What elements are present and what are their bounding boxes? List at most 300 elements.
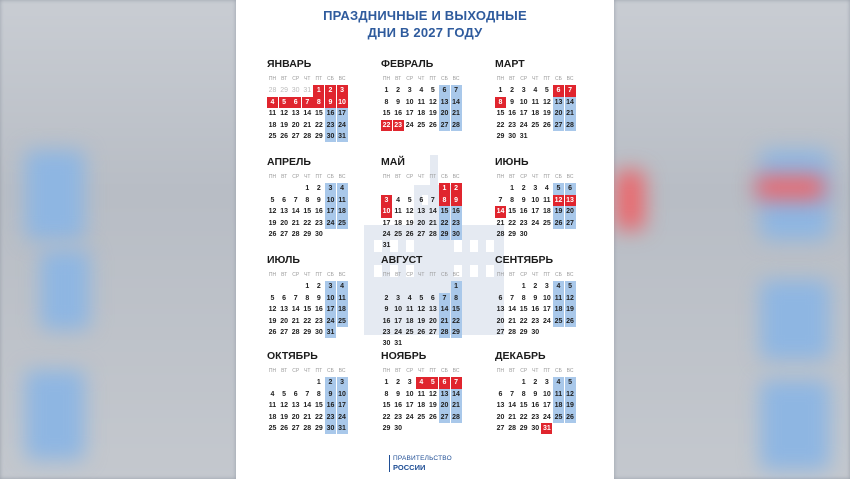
month-calendar — [381, 156, 473, 252]
weekend-day-cell: 27 — [439, 412, 450, 423]
holiday-day-cell: 7 — [565, 85, 576, 96]
weekend-day-cell: 3 — [325, 281, 336, 292]
day-cell: 28 — [303, 424, 312, 432]
day-cell: 12 — [280, 402, 288, 410]
day-cell: 29 — [303, 328, 312, 336]
weekday-label: ПН — [382, 174, 391, 180]
holiday-day-cell: 2 — [451, 183, 462, 194]
day-cell: 25 — [394, 230, 402, 238]
weekday-label: СБ — [327, 76, 334, 82]
weekend-day-cell: 13 — [439, 97, 450, 108]
day-cell: 22 — [303, 219, 312, 227]
calendar-page — [236, 0, 614, 479]
weekend-day-cell: 13 — [439, 389, 450, 400]
day-cell: 23 — [531, 413, 540, 421]
empty-day-cell — [530, 131, 541, 142]
weekday-label: ПН — [268, 174, 277, 180]
day-cell: 10 — [531, 196, 540, 204]
weekend-day-cell: 22 — [439, 218, 450, 229]
holiday-day-cell: 14 — [495, 206, 506, 217]
weekday-label: ПН — [268, 76, 277, 82]
day-cell: 11 — [417, 390, 425, 398]
day-cell: 1 — [316, 379, 321, 387]
empty-day-cell — [393, 281, 404, 292]
weekday-label: ВТ — [395, 174, 402, 180]
empty-day-cell — [451, 240, 462, 251]
day-cell: 31 — [382, 242, 391, 250]
weekend-day-cell: 31 — [337, 131, 348, 142]
month-name: ФЕВРАЛЬ — [381, 58, 434, 70]
day-cell: 15 — [303, 208, 312, 216]
empty-day-cell — [381, 281, 392, 292]
day-cell: 1 — [510, 185, 515, 193]
day-cell: 17 — [542, 306, 551, 314]
empty-day-cell — [290, 377, 301, 388]
day-cell: 14 — [291, 208, 300, 216]
day-cell: 14 — [508, 402, 516, 410]
day-cell: 27 — [280, 328, 288, 336]
day-cell: 9 — [533, 390, 538, 398]
day-cell: 21 — [508, 317, 516, 325]
day-cell: 30 — [314, 230, 323, 238]
day-cell: 10 — [542, 294, 551, 302]
day-cell: 5 — [544, 87, 549, 95]
month-name: МАЙ — [381, 156, 405, 168]
weekday-label: ВС — [566, 272, 574, 278]
day-cell: 2 — [510, 87, 515, 95]
month-calendar — [267, 58, 359, 142]
empty-day-cell — [416, 240, 427, 251]
day-cell: 16 — [382, 317, 391, 325]
month-name: ДЕКАБРЬ — [495, 350, 546, 362]
day-cell: 8 — [305, 294, 310, 302]
weekday-label: ЧТ — [532, 368, 539, 374]
day-cell: 18 — [394, 219, 402, 227]
day-cell: 27 — [291, 424, 300, 432]
week-row — [495, 423, 587, 434]
empty-day-cell — [267, 183, 278, 194]
other-month-day-cell: 28 — [268, 87, 277, 95]
empty-day-cell — [404, 240, 415, 251]
weekend-day-cell: 24 — [325, 218, 336, 229]
day-cell: 5 — [430, 87, 435, 95]
weekend-day-cell: 28 — [451, 412, 462, 423]
day-cell: 1 — [521, 379, 526, 387]
weekend-day-cell: 29 — [439, 229, 450, 240]
weekend-day-cell: 10 — [325, 293, 336, 304]
week-row — [267, 377, 359, 388]
week-row — [381, 293, 473, 304]
empty-day-cell — [541, 131, 552, 142]
weekend-day-cell: 1 — [451, 281, 462, 292]
day-cell: 3 — [407, 379, 412, 387]
day-cell: 1 — [305, 283, 310, 291]
weekday-label: ВС — [452, 368, 460, 374]
weekend-day-cell: 16 — [451, 206, 462, 217]
day-cell: 29 — [314, 424, 323, 432]
day-cell: 16 — [531, 306, 540, 314]
week-row — [267, 97, 359, 108]
day-cell: 25 — [542, 219, 551, 227]
day-cell: 10 — [405, 98, 414, 106]
weekday-label: ЧТ — [418, 272, 425, 278]
weekday-header — [381, 74, 473, 85]
month-name: НОЯБРЬ — [381, 350, 427, 362]
week-row — [267, 281, 359, 292]
day-cell: 12 — [268, 208, 277, 216]
weekday-label: ПН — [268, 368, 277, 374]
week-row — [381, 400, 473, 411]
weekday-label: ПТ — [315, 368, 323, 374]
holiday-day-cell: 31 — [541, 423, 552, 434]
day-cell: 16 — [314, 208, 323, 216]
day-cell: 26 — [417, 328, 426, 336]
empty-day-cell — [565, 423, 576, 434]
weekend-day-cell: 11 — [337, 195, 348, 206]
week-row — [381, 97, 473, 108]
weekday-label: ЧТ — [304, 76, 311, 82]
day-cell: 11 — [405, 306, 414, 314]
day-cell: 16 — [531, 402, 540, 410]
day-cell: 5 — [270, 294, 275, 302]
day-cell: 30 — [394, 424, 402, 432]
weekend-day-cell: 19 — [565, 304, 576, 315]
weekday-label: ПТ — [315, 76, 323, 82]
day-cell: 6 — [282, 196, 287, 204]
holiday-day-cell: 6 — [439, 377, 450, 388]
day-cell: 24 — [542, 317, 551, 325]
empty-day-cell — [290, 183, 301, 194]
day-cell: 11 — [543, 196, 551, 204]
weekend-day-cell: 20 — [439, 108, 450, 119]
day-cell: 9 — [396, 390, 401, 398]
weekday-label: ВС — [338, 272, 346, 278]
weekday-label: ЧТ — [532, 76, 539, 82]
weekday-label: СБ — [441, 76, 448, 82]
weekend-day-cell: 12 — [565, 293, 576, 304]
day-cell: 13 — [291, 402, 300, 410]
day-cell: 20 — [280, 317, 288, 325]
day-cell: 2 — [396, 379, 401, 387]
logo-line-2: РОССИИ — [393, 463, 426, 472]
day-cell: 17 — [405, 110, 414, 118]
day-cell: 18 — [268, 121, 277, 129]
month-name: ЯНВАРЬ — [267, 58, 312, 70]
empty-day-cell — [439, 281, 450, 292]
day-cell: 26 — [428, 121, 437, 129]
weekday-label: СБ — [327, 174, 334, 180]
day-cell: 21 — [508, 413, 516, 421]
day-cell: 24 — [519, 121, 528, 129]
day-cell: 22 — [314, 413, 323, 421]
day-cell: 22 — [519, 317, 528, 325]
day-cell: 12 — [428, 98, 437, 106]
day-cell: 12 — [417, 306, 426, 314]
day-cell: 3 — [544, 283, 549, 291]
weekend-day-cell: 26 — [565, 316, 576, 327]
empty-day-cell — [427, 240, 438, 251]
day-cell: 9 — [533, 294, 538, 302]
weekend-day-cell: 11 — [553, 389, 564, 400]
day-cell: 22 — [303, 317, 312, 325]
day-cell: 20 — [428, 317, 437, 325]
day-cell: 10 — [542, 390, 551, 398]
weekday-label: СБ — [327, 272, 334, 278]
day-cell: 30 — [508, 132, 516, 140]
day-cell: 14 — [508, 306, 516, 314]
day-cell: 23 — [314, 219, 323, 227]
day-cell: 25 — [268, 424, 277, 432]
empty-day-cell — [553, 229, 564, 240]
weekday-label: СР — [406, 272, 414, 278]
weekend-day-cell: 21 — [565, 108, 576, 119]
empty-day-cell — [404, 183, 415, 194]
day-cell: 10 — [394, 306, 402, 314]
weekday-label: ПН — [382, 76, 391, 82]
empty-day-cell — [565, 327, 576, 338]
day-cell: 17 — [542, 402, 551, 410]
weekday-label: СБ — [555, 76, 562, 82]
empty-day-cell — [393, 183, 404, 194]
day-cell: 19 — [428, 402, 437, 410]
empty-day-cell — [381, 183, 392, 194]
weekend-day-cell: 14 — [439, 304, 450, 315]
day-cell: 20 — [280, 219, 288, 227]
week-row — [381, 281, 473, 292]
weekend-day-cell: 30 — [325, 423, 336, 434]
empty-day-cell — [541, 229, 552, 240]
day-cell: 29 — [496, 132, 505, 140]
day-cell: 26 — [268, 230, 277, 238]
weekday-label: ВТ — [395, 76, 402, 82]
day-cell: 15 — [519, 402, 528, 410]
week-row — [381, 327, 473, 338]
day-cell: 23 — [394, 413, 402, 421]
day-cell: 20 — [496, 413, 505, 421]
day-cell: 9 — [396, 98, 401, 106]
day-cell: 29 — [382, 424, 391, 432]
day-cell: 4 — [270, 390, 275, 398]
empty-day-cell — [495, 377, 506, 388]
weekend-day-cell: 18 — [553, 304, 564, 315]
day-cell: 10 — [405, 390, 414, 398]
month-name: СЕНТЯБРЬ — [495, 254, 554, 266]
day-cell: 7 — [293, 196, 298, 204]
blurred-block — [615, 170, 645, 230]
day-cell: 19 — [542, 110, 551, 118]
day-cell: 7 — [510, 294, 515, 302]
month-name: МАРТ — [495, 58, 525, 70]
month-name: АПРЕЛЬ — [267, 156, 311, 168]
week-row — [267, 412, 359, 423]
weekend-day-cell: 3 — [337, 377, 348, 388]
day-cell: 18 — [268, 413, 277, 421]
weekend-day-cell: 13 — [553, 97, 564, 108]
weekend-day-cell: 25 — [553, 412, 564, 423]
weekday-label: ВС — [338, 368, 346, 374]
day-cell: 1 — [384, 379, 389, 387]
holiday-day-cell: 13 — [565, 195, 576, 206]
empty-day-cell — [530, 229, 541, 240]
weekend-day-cell: 21 — [439, 316, 450, 327]
week-row — [267, 327, 359, 338]
blurred-block — [760, 380, 830, 470]
day-cell: 27 — [417, 230, 426, 238]
day-cell: 19 — [280, 413, 288, 421]
day-cell: 13 — [291, 110, 300, 118]
day-cell: 30 — [531, 424, 540, 432]
weekday-label: ЧТ — [418, 368, 425, 374]
weekday-label: ВТ — [395, 272, 402, 278]
empty-day-cell — [553, 131, 564, 142]
empty-day-cell — [427, 338, 438, 349]
weekday-label: ЧТ — [304, 368, 311, 374]
day-cell: 24 — [405, 413, 414, 421]
weekday-label: СР — [292, 76, 300, 82]
day-cell: 25 — [417, 121, 426, 129]
day-cell: 22 — [519, 413, 528, 421]
day-cell: 6 — [419, 196, 424, 204]
weekend-day-cell: 19 — [553, 206, 564, 217]
weekday-label: СР — [520, 174, 528, 180]
holiday-day-cell: 4 — [416, 377, 427, 388]
day-cell: 3 — [521, 87, 526, 95]
day-cell: 15 — [382, 110, 391, 118]
empty-day-cell — [404, 281, 415, 292]
weekday-label: ЧТ — [532, 174, 539, 180]
government-logo — [389, 455, 473, 472]
week-row — [267, 183, 359, 194]
day-cell: 2 — [521, 185, 526, 193]
day-cell: 16 — [394, 110, 402, 118]
weekday-label: ВС — [566, 76, 574, 82]
other-month-day-cell: 31 — [303, 87, 312, 95]
weekend-day-cell: 19 — [565, 400, 576, 411]
holiday-day-cell: 9 — [451, 195, 462, 206]
day-cell: 8 — [521, 390, 526, 398]
weekend-day-cell: 5 — [553, 183, 564, 194]
week-row — [267, 108, 359, 119]
weekend-day-cell: 4 — [337, 183, 348, 194]
weekday-label: ПН — [382, 272, 391, 278]
day-cell: 25 — [417, 413, 426, 421]
empty-day-cell — [325, 229, 336, 240]
holiday-day-cell: 6 — [553, 85, 564, 96]
weekend-day-cell: 8 — [451, 293, 462, 304]
week-row — [381, 183, 473, 194]
weekday-label: СР — [520, 368, 528, 374]
day-cell: 30 — [314, 328, 323, 336]
weekend-day-cell: 14 — [565, 97, 576, 108]
week-row — [381, 229, 473, 240]
day-cell: 27 — [291, 132, 300, 140]
holiday-day-cell: 10 — [337, 97, 348, 108]
day-cell: 28 — [508, 424, 516, 432]
empty-day-cell — [507, 281, 518, 292]
weekday-label: ВС — [566, 174, 574, 180]
weekday-label: ВТ — [281, 174, 288, 180]
day-cell: 18 — [405, 317, 414, 325]
day-cell: 8 — [384, 390, 389, 398]
empty-day-cell — [302, 377, 313, 388]
day-cell: 24 — [531, 219, 540, 227]
day-cell: 7 — [293, 294, 298, 302]
weekend-day-cell: 21 — [451, 108, 462, 119]
weekday-label: ЧТ — [532, 272, 539, 278]
weekday-label: ПН — [268, 272, 277, 278]
day-cell: 15 — [303, 306, 312, 314]
holiday-day-cell: 7 — [302, 97, 313, 108]
weekend-day-cell: 4 — [553, 377, 564, 388]
week-row — [381, 206, 473, 217]
empty-day-cell — [393, 240, 404, 251]
week-row — [267, 304, 359, 315]
day-cell: 7 — [498, 196, 503, 204]
day-cell: 22 — [314, 121, 323, 129]
day-cell: 16 — [519, 208, 528, 216]
holiday-day-cell: 8 — [439, 195, 450, 206]
day-cell: 13 — [428, 306, 437, 314]
weekday-header — [267, 270, 359, 281]
day-cell: 8 — [521, 294, 526, 302]
weekday-label: ВС — [338, 174, 346, 180]
empty-day-cell — [427, 423, 438, 434]
weekend-day-cell: 17 — [337, 400, 348, 411]
day-cell: 19 — [268, 317, 277, 325]
weekday-label: ПТ — [543, 272, 551, 278]
day-cell: 25 — [531, 121, 540, 129]
day-cell: 12 — [280, 110, 288, 118]
day-cell: 28 — [291, 230, 300, 238]
day-cell: 21 — [496, 219, 505, 227]
weekend-day-cell: 27 — [565, 218, 576, 229]
weekend-day-cell: 20 — [553, 108, 564, 119]
day-cell: 27 — [496, 424, 505, 432]
day-cell: 19 — [428, 110, 437, 118]
day-cell: 26 — [268, 328, 277, 336]
weekend-day-cell: 17 — [325, 206, 336, 217]
day-cell: 14 — [303, 110, 312, 118]
weekend-day-cell: 23 — [325, 412, 336, 423]
weekday-label: ПН — [496, 76, 505, 82]
month-name: АВГУСТ — [381, 254, 423, 266]
holiday-day-cell: 22 — [381, 120, 392, 131]
day-cell: 29 — [314, 132, 323, 140]
weekday-header — [267, 74, 359, 85]
day-cell: 14 — [428, 208, 437, 216]
week-row — [495, 218, 587, 229]
weekday-label: СР — [406, 368, 414, 374]
weekday-label: ПТ — [315, 272, 323, 278]
month-name: ИЮНЬ — [495, 156, 529, 168]
empty-day-cell — [495, 281, 506, 292]
weekend-day-cell: 24 — [325, 316, 336, 327]
week-row — [267, 423, 359, 434]
day-cell: 24 — [405, 121, 414, 129]
weekday-label: ВС — [566, 368, 574, 374]
day-cell: 17 — [519, 110, 528, 118]
day-cell: 6 — [282, 294, 287, 302]
day-cell: 13 — [280, 306, 288, 314]
day-cell: 31 — [519, 132, 528, 140]
weekday-label: ВТ — [509, 368, 516, 374]
weekend-day-cell: 26 — [565, 412, 576, 423]
week-row — [267, 389, 359, 400]
holiday-day-cell: 8 — [495, 97, 506, 108]
day-cell: 21 — [303, 413, 312, 421]
weekend-day-cell: 18 — [337, 206, 348, 217]
day-cell: 15 — [519, 306, 528, 314]
